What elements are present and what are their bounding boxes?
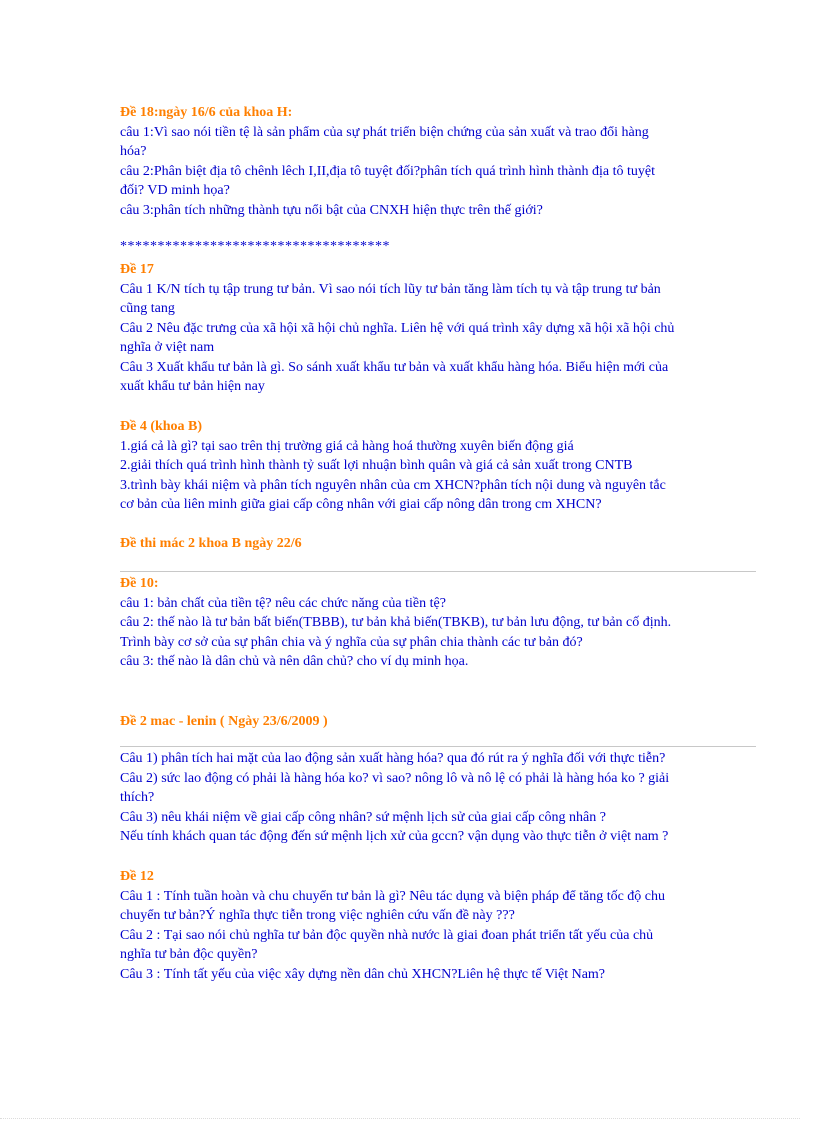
text-line: chuyển tư bản?Ý nghĩa thực tiễn trong việc nghiên cứu vấn đề này ??? xyxy=(120,908,515,923)
text-line: nghĩa ở việt nam xyxy=(120,340,215,355)
text-line: nghĩa tư bản độc quyền? xyxy=(120,947,258,962)
text-line: Câu 1) phân tích hai mặt của lao động sản xuất hàng hóa? qua đó rút ra ý nghĩa đối với thực tiễn? xyxy=(120,751,666,766)
section-de-2-body xyxy=(120,749,760,847)
section-title: Đề 4 (khoa B) xyxy=(120,419,203,434)
text-line: Câu 3 Xuất khẩu tư bản là gì. So sánh xuất khẩu tư bản và xuất khẩu hàng hóa. Biểu hiện mới của xyxy=(120,359,669,375)
text-line: Trình bày cơ sở của sự phân chia và ý nghĩa của sự phân chia thành các tư bản đó? xyxy=(120,634,583,650)
section-de-4 xyxy=(120,417,760,515)
text-line: Câu 2 Nêu đặc trưng của xã hội xã hội chủ nghĩa. Liên hệ với quá trình xây dựng xã hội xã hội chủ xyxy=(120,320,675,336)
text-line: Câu 1 K/N tích tụ tập trung tư bản. Vì sao nói tích lũy tư bản tăng làm tích tụ và tập trung tư bản xyxy=(120,281,661,297)
text-line: Câu 3 : Tính tất yếu của việc xây dựng nền dân chủ XHCN?Liên hệ thực tế Việt Nam? xyxy=(120,966,606,982)
page-bottom-border xyxy=(0,1118,800,1119)
text-line: 2.giải thích quá trình hình thành tỷ suất lợi nhuận bình quân và giá cả sản xuất trong CNTB xyxy=(120,458,633,473)
text-line: Câu 2) sức lao động có phải là hàng hóa ko? vì sao? nông lô và nô lệ có phải là hàng hóa ko ? giải xyxy=(120,770,670,786)
text-line: xuất khẩu tư bản hiện nay xyxy=(120,379,265,394)
section-title: Đề 17 xyxy=(120,262,154,277)
text-line: cũng tang xyxy=(120,301,175,316)
section-title: Đề 2 mac - lenin ( Ngày 23/6/2009 ) xyxy=(120,714,328,729)
section-de-17 xyxy=(120,260,760,397)
text-line: hóa? xyxy=(120,144,147,159)
section-de-12 xyxy=(120,867,760,984)
divider xyxy=(120,746,756,747)
text-line: câu 2:Phân biệt địa tô chênh lêch I,II,địa tô tuyệt đối?phân tích quá trình hình thành địa tô tuyệt xyxy=(120,163,655,179)
section-title: Đề 10: xyxy=(120,576,159,591)
text-line: đối? VD minh họa? xyxy=(120,183,230,198)
section-de-2 xyxy=(120,712,760,732)
section-title: Đề 18:ngày 16/6 của khoa H: xyxy=(120,105,293,120)
text-line: 3.trình bày khái niệm và phân tích nguyên nhân của cm XHCN?phân tích nội dung và nguyên tắc xyxy=(120,477,666,493)
section-title: Đề thi mác 2 khoa B ngày 22/6 xyxy=(120,536,302,551)
section-de-18 xyxy=(120,103,760,220)
text-line: 1.giá cả là gì? tại sao trên thị trường giá cả hàng hoá thường xuyên biến động giá xyxy=(120,438,574,454)
section-de-thi-mac xyxy=(120,534,760,554)
text-line: câu 1:Vì sao nói tiền tệ là sản phẩm của sự phát triển biện chứng của sản xuất và trao đổi hàng xyxy=(120,124,649,140)
text-line: Nếu tính khách quan tác động đến sứ mệnh lịch xử của gccn? vận dụng vào thực tiễn ở việt nam ? xyxy=(120,829,669,844)
star-separator: ************************************ xyxy=(120,239,390,254)
text-line: cơ bản của liên minh giữa giai cấp công nhân với giai cấp nông dân trong cm XHCN? xyxy=(120,497,602,512)
text-line: Câu 3) nêu khái niệm về giai cấp công nhân? sứ mệnh lịch sử của giai cấp công nhân ? xyxy=(120,809,606,825)
text-line: câu 3: thế nào là dân chủ và nên dân chủ? cho ví dụ minh họa. xyxy=(120,654,469,669)
text-line: thích? xyxy=(120,790,155,805)
section-title: Đề 12 xyxy=(120,869,154,884)
text-line: Câu 2 : Tại sao nói chủ nghĩa tư bản độc quyền nhà nước là giai đoan phát triển tất yếu của chủ xyxy=(120,927,654,943)
text-line: câu 1: bản chất của tiền tệ? nêu các chức năng của tiền tệ? xyxy=(120,595,446,611)
text-line: câu 3:phân tích những thành tựu nổi bật của CNXH hiện thực trên thế giới? xyxy=(120,202,543,218)
text-line: Câu 1 : Tính tuần hoàn và chu chuyển tư bản là gì? Nêu tác dụng và biện pháp để tăng tốc độ chu xyxy=(120,888,666,904)
text-line: câu 2: thế nào là tư bản bất biến(TBBB), tư bản khả biến(TBKB), tư bản lưu động, tư bản cố định. xyxy=(120,615,672,630)
section-de-10 xyxy=(120,574,760,672)
divider xyxy=(120,571,756,572)
